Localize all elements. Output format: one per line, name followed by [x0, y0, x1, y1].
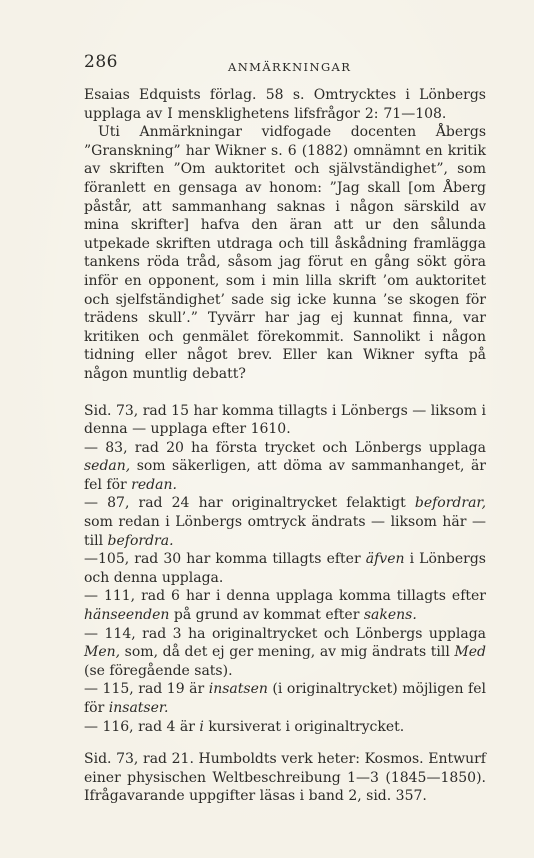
note-prefix: — 114, rad 3	[84, 625, 182, 642]
note-italic: Men,	[84, 644, 121, 661]
note-italic: befordra.	[107, 532, 174, 549]
note-italic: hänseenden	[84, 607, 170, 624]
note-text: är	[179, 718, 200, 735]
note-text: har originaltrycket felaktigt	[198, 495, 415, 512]
note-text: (i originaltrycket) möjligen fel för	[84, 681, 486, 716]
paragraph-publication-line2: av I mensklighetens lifsfrågor 2: 71—108.	[146, 105, 447, 122]
note-italic: insatser.	[108, 700, 169, 716]
note-text: som redan i Lönbergs omtryck ändrats — liksom här — till	[84, 514, 486, 549]
paragraph-commentary	[84, 123, 486, 383]
note-text: som säkerligen, att döma av sammanhanget, är fel för	[84, 458, 486, 493]
note-text: har komma tillagts efter	[186, 551, 366, 568]
page-number: 286	[84, 52, 118, 72]
final-note-text: Humboldts verk heter: Kosmos. Entwurf einer physischen Weltbeschreibung 1—3 (1845—1850). Ifrågavarande uppgifter läsas i band 2, sid. 357.	[84, 751, 486, 805]
notes-list	[84, 402, 486, 737]
note-item	[84, 625, 486, 681]
note-italic: insatsen	[208, 681, 268, 698]
note-item	[84, 439, 486, 495]
note-text: kursiverat i originaltrycket.	[203, 718, 405, 735]
note-prefix: — 115, rad 19	[84, 681, 185, 698]
final-note-prefix: Sid. 73, rad 21.	[84, 751, 194, 768]
note-text: har komma tillagts i Lönbergs — liksom i denna — upplaga efter 1610.	[84, 402, 486, 438]
note-text: på grund av kommat efter	[169, 607, 364, 624]
note-text: ha originaltrycket och Lönbergs upplaga	[188, 625, 487, 642]
paragraph-commentary-text: Uti Anmärkningar vidfogade docenten Åbergs ”Granskning” har Wikner s. 6 (1882) omnämnt en kritik av skriften ”Om auktoritet och självständighet”, som föranlett en gensaga av honom: ”Jag skall [om Åberg påstår, att sammanhang saknas i någon särskild av mina skrifter] hafva den äran att ur den sålunda utpekade skriften utdraga och till åskådning framlägga tankens röda tråd, såsom jag förut en gång sökt göra inför en opponent, som i min lilla skrift ’om auktoritet och sjelfständighet’ sade sig icke kunna ’se skogen för trädens skull’.” Tyvärr har jag ej kunnat finna, var kritiken och genmälet förekommit. Sannolikt i någon tidning eller något brev. Eller kan Wikner syfta på någon muntlig debatt?	[84, 124, 486, 382]
note-text: i Lönbergs och denna upplaga.	[84, 551, 486, 586]
note-text: (se föregående sats).	[84, 662, 233, 679]
note-italic: redan.	[131, 476, 177, 493]
note-item	[84, 587, 486, 624]
note-item	[84, 718, 486, 737]
note-item	[84, 494, 486, 550]
note-prefix: — 87, rad 24	[84, 495, 190, 512]
note-italic: befordrar,	[414, 495, 487, 512]
note-prefix: Sid. 73, rad 15	[84, 402, 189, 419]
note-item	[84, 550, 486, 587]
note-text: som, då det ej ger mening, av mig ändrats till	[120, 644, 455, 661]
note-text: ha första trycket och Lönbergs upplaga	[191, 439, 486, 456]
note-item	[84, 402, 486, 439]
note-italic: sedan,	[84, 458, 131, 475]
note-text: har i denna upplaga komma tillagts efter	[185, 588, 486, 605]
page-body	[84, 86, 486, 820]
note-prefix: — 111, rad 6	[84, 588, 180, 605]
final-note	[84, 750, 486, 806]
paragraph-publication-line1: Esaias Edquists förlag. 58 s. Omtrycktes i Lönbergs upplaga	[84, 87, 486, 122]
note-italic: i	[199, 718, 204, 735]
note-italic: Med	[454, 644, 486, 661]
running-head: ANMÄRKNINGAR	[228, 60, 352, 74]
paragraph-publication	[84, 86, 486, 123]
note-text: är	[189, 681, 209, 698]
note-prefix: —105, rad 30	[84, 551, 182, 568]
note-italic: äfven	[365, 551, 405, 568]
note-italic: sakens.	[363, 607, 417, 624]
note-prefix: — 116, rad 4	[84, 718, 176, 735]
note-prefix: — 83, rad 20	[84, 439, 184, 456]
note-item	[84, 680, 486, 717]
